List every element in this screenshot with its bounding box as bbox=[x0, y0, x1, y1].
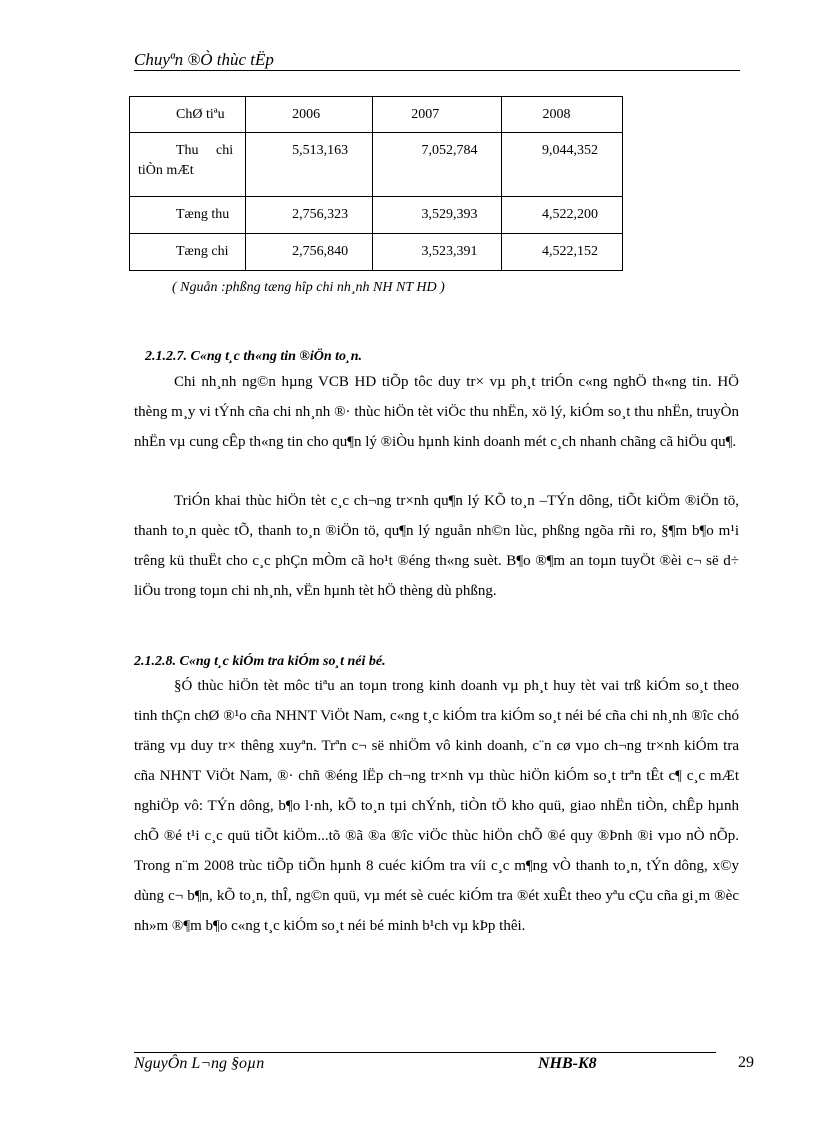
table-row bbox=[130, 234, 623, 271]
section-heading: 2.1.2.7. C«ng t¸c th«ng tin ®iÖn to¸n. bbox=[145, 349, 362, 364]
row-label-part: Thu bbox=[176, 143, 199, 158]
paragraph: §Ó thùc hiÖn tèt môc tiªu an toµn trong kinh doanh vµ ph¸t huy tèt vai trß kiÓm so¸t theo tinh thÇn chØ ®¹o cña NHNT ViÖt Nam, c«ng t¸c kiÓm tra kiÓm so¸t néi bé cña chi nh¸nh ®îc chó träng vµ duy tr× thêng xuyªn. Trªn c¬ së nhiÖm vô kinh doanh, c¨n cø vµo ch¬ng tr×nh kiÓm tra cña NHNT ViÖt Nam, ®· chñ ®éng lËp ch¬ng tr×nh vµ thùc hiÖn kiÓm so¸t trªn tÊt c¶ c¸c mÆt nghiÖp vô: TÝn dông, b¶o l·nh, kÕ to¸n tµi chÝnh, tiÒn tÖ kho quü, giao nhËn tiÒn, chÊp hµnh chÕ ®é t¹i c¸c quü tiÕt kiÖm...tõ ®ã ®a ®îc viÖc thùc hiÖn chÕ ®é quy ®Þnh ®i vµo nÒ nÕp. Trong n¨m 2008 trùc tiÕp tiÕn hµnh 8 cuéc kiÓm tra víi c¸c m¶ng vÒ thanh to¸n, tÝn dông, x©y dùng c¬ b¶n, kÕ to¸n, thÎ, ng©n quü, vµ mét sè cuéc kiÓm tra ®ét xuÊt theo yªu cÇu cña gi¸m ®èc nh»m ®¶m b¶o c«ng t¸c kiÓm so¸t néi bé minh b¹ch vµ kÞp thêi. bbox=[134, 678, 739, 934]
value-2006: 2,756,323 bbox=[246, 197, 373, 234]
row-label-cell: Tæng chi bbox=[130, 234, 246, 271]
header-divider bbox=[134, 70, 740, 71]
footer-divider bbox=[134, 1052, 716, 1053]
value-2007: 7,052,784 bbox=[373, 133, 502, 197]
header-title: Chuyªn ®Ò thùc tËp bbox=[134, 50, 274, 69]
paragraph: TriÓn khai thùc hiÖn tèt c¸c ch¬ng tr×nh qu¶n lý KÕ to¸n –TÝn dông, tiÕt kiÖm ®iÖn tö, thanh to¸n quèc tÕ, thanh to¸n ®iÖn tö, qu¶n lý nguån nh©n lùc, phßng ngõa rñi ro, §¶m b¶o m¹i trêng kü thuËt cho c¸c phÇn mÒm cã ho¹t ®éng th«ng suèt. B¶o ®¶m an toµn tuyÖt ®èi c¬ së d÷ liÖu trong toµn chi nh¸nh, vËn hµnh tèt hÖ thèng dù phßng. bbox=[134, 493, 739, 599]
section-heading: 2.1.2.8. C«ng t¸c kiÓm tra kiÓm so¸t néi bé. bbox=[134, 654, 386, 669]
table-row bbox=[130, 133, 623, 197]
row-label-cell: Tæng thu bbox=[130, 197, 246, 234]
footer-class-code: NHB-K8 bbox=[538, 1055, 597, 1072]
header-cell-indicator: ChØ tiªu bbox=[130, 97, 246, 133]
table-source-note: ( Nguån :phßng tæng hîp chi nh¸nh NH NT HD ) bbox=[172, 280, 445, 295]
value-2006: 2,756,840 bbox=[246, 234, 373, 271]
header-cell-2007: 2007 bbox=[373, 97, 502, 133]
footer-author: NguyÔn L¬ng §oµn bbox=[134, 1055, 265, 1072]
row-label-part: tiÒn mÆt bbox=[138, 163, 194, 178]
row-label-cell bbox=[130, 133, 246, 197]
value-2007: 3,529,393 bbox=[373, 197, 502, 234]
row-label-part: chi bbox=[216, 143, 234, 158]
value-2008: 9,044,352 bbox=[502, 133, 623, 197]
table-header-row bbox=[130, 97, 623, 133]
statistics-table bbox=[129, 96, 623, 271]
table-row bbox=[130, 197, 623, 234]
value-2007: 3,523,391 bbox=[373, 234, 502, 271]
header-cell-2006: 2006 bbox=[246, 97, 373, 133]
header-cell-2008: 2008 bbox=[502, 97, 623, 133]
page-number: 29 bbox=[738, 1054, 754, 1071]
value-2008: 4,522,200 bbox=[502, 197, 623, 234]
value-2008: 4,522,152 bbox=[502, 234, 623, 271]
paragraph: Chi nh¸nh ng©n hµng VCB HD tiÕp tôc duy tr× vµ ph¸t triÓn c«ng nghÖ th«ng tin. HÖ thèng m¸y vi tÝnh cña chi nh¸nh ®· thùc hiÖn tèt viÖc thu nhËn, xö lý, kiÓm so¸t thu nhËn, truyÒn nhËn vµ cung cÊp th«ng tin cho qu¶n lý ®iÒu hµnh kinh doanh mét c¸ch nhanh chãng cã hiÖu qu¶. bbox=[134, 374, 739, 450]
value-2006: 5,513,163 bbox=[246, 133, 373, 197]
